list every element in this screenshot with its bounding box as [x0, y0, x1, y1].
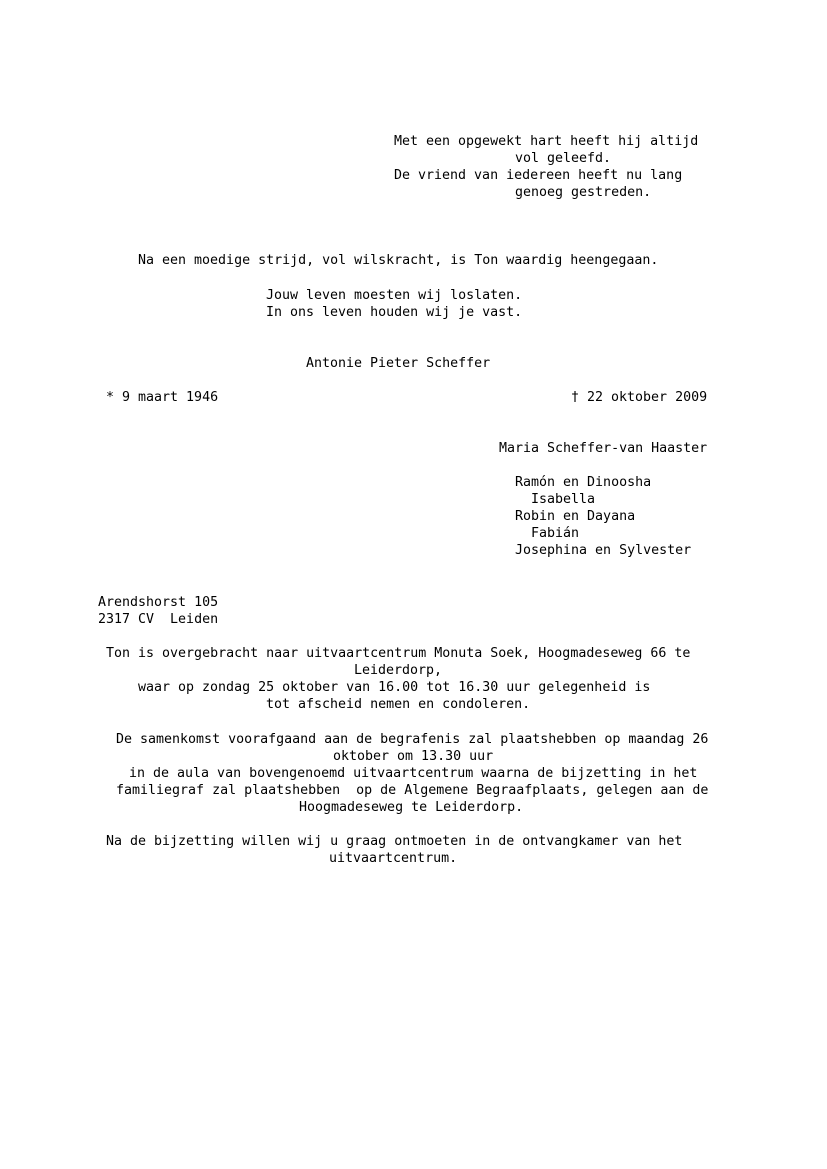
spouse-name: Maria Scheffer-van Haaster [499, 441, 708, 456]
family-member: Robin en Dayana [515, 509, 636, 524]
paragraph2-line4: familiegraf zal plaatshebben op de Algemene Begraafplaats, gelegen aan de [116, 783, 709, 798]
poem1-line1: Met een opgewekt hart heeft hij altijd [394, 134, 699, 149]
paragraph2-line5: Hoogmadeseweg te Leiderdorp. [299, 800, 524, 815]
birth-date: * 9 maart 1946 [106, 390, 219, 405]
address-street: Arendshorst 105 [98, 595, 219, 610]
deceased-name: Antonie Pieter Scheffer [306, 356, 491, 371]
paragraph3-line1: Na de bijzetting willen wij u graag ontmoeten in de ontvangkamer van het [106, 834, 683, 849]
poem1-line4: genoeg gestreden. [515, 185, 652, 200]
family-member: Ramón en Dinoosha [515, 475, 652, 490]
family-member: Josephina en Sylvester [515, 543, 692, 558]
paragraph2-line2: oktober om 13.30 uur [333, 749, 494, 764]
family-member: Isabella [531, 492, 596, 507]
poem2-line2: In ons leven houden wij je vast. [266, 305, 523, 320]
paragraph1-line2: Leiderdorp, [354, 663, 443, 678]
paragraph3-line2: uitvaartcentrum. [329, 851, 458, 866]
paragraph1-line1: Ton is overgebracht naar uitvaartcentrum Monuta Soek, Hoogmadeseweg 66 te [106, 646, 691, 661]
paragraph1-line3: waar op zondag 25 oktober van 16.00 tot 16.30 uur gelegenheid is [138, 680, 651, 695]
address-city: 2317 CV Leiden [98, 612, 219, 627]
paragraph2-line1: De samenkomst voorafgaand aan de begrafenis zal plaatshebben op maandag 26 [116, 732, 709, 747]
paragraph1-line4: tot afscheid nemen en condoleren. [266, 697, 531, 712]
death-date: † 22 oktober 2009 [571, 390, 708, 405]
family-member: Fabián [531, 526, 580, 541]
poem1-line3: De vriend van iedereen heeft nu lang [394, 168, 683, 183]
poem1-line2: vol geleefd. [515, 151, 612, 166]
poem2-line1: Jouw leven moesten wij loslaten. [266, 288, 523, 303]
intro-text: Na een moedige strijd, vol wilskracht, is Ton waardig heengegaan. [138, 253, 659, 268]
paragraph2-line3: in de aula van bovengenoemd uitvaartcentrum waarna de bijzetting in het [129, 766, 698, 781]
